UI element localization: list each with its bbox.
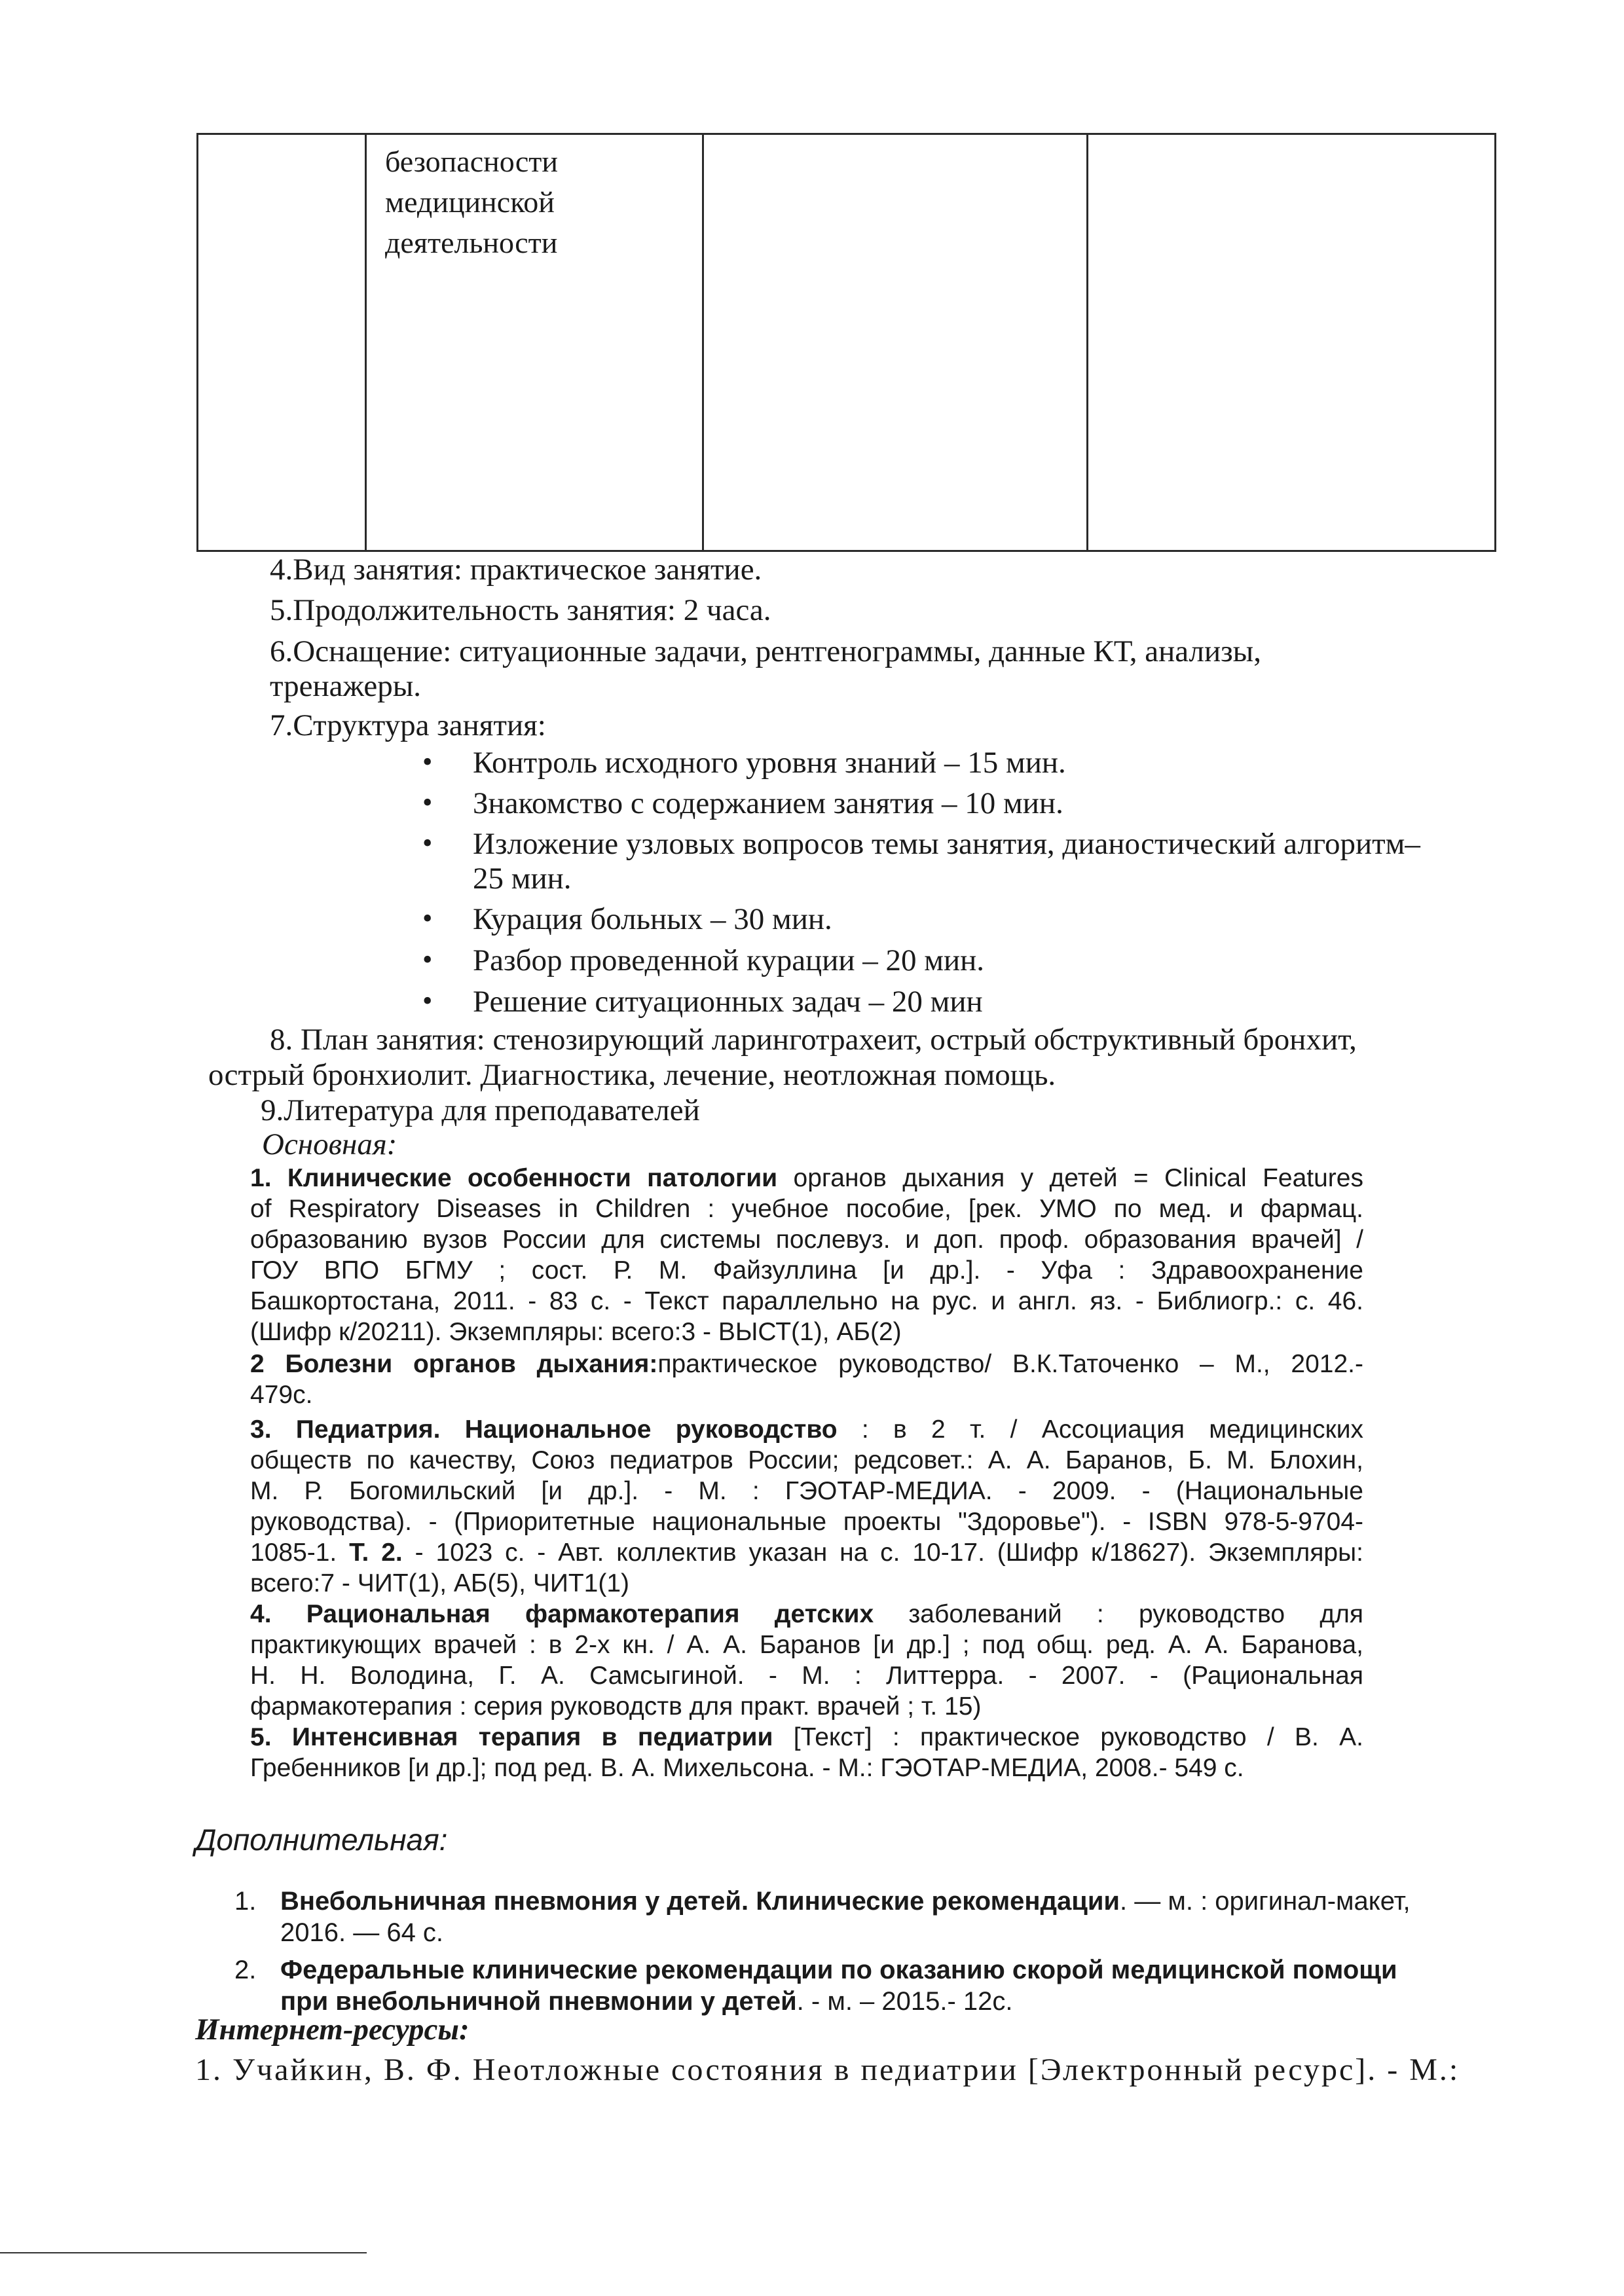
additional-item-1 <box>234 1886 1459 1948</box>
reference-text: Н. Н. Володина, Г. А. Самсыгиной. - М. : Литтерра. - 2007. - (Рациональная <box>250 1662 1363 1690</box>
structure-item-continued: 25 мин. <box>473 862 572 896</box>
reference-text: заболеваний : руководство для <box>874 1600 1363 1628</box>
bullet-icon: • <box>422 902 433 934</box>
structure-item: Решение ситуационных задач – 20 мин <box>473 985 983 1019</box>
table <box>196 133 1496 552</box>
table-column-1 <box>198 135 367 550</box>
additional-item-title: Внебольничная пневмония у детей. Клинические рекомендации <box>280 1887 1120 1916</box>
list-number: 1. <box>234 1887 257 1916</box>
literature-title: 9.Литература для преподавателей <box>261 1093 700 1127</box>
reference-text: ГОУ ВПО БГМУ ; сост. Р. М. Файзуллина [и др.]. - Уфа : Здравоохранение <box>250 1256 1363 1285</box>
reference-3 <box>250 1414 1363 1599</box>
internet-resource-item: 1. Учайкин, В. Ф. Неотложные состояния в педиатрии [Электронный ресурс]. - М.: <box>195 2052 1460 2087</box>
structure-item: Знакомство с содержанием занятия – 10 мин. <box>473 786 1063 820</box>
reference-text: образованию вузов России для системы послевуз. и доп. проф. образования врачей] / <box>250 1226 1363 1254</box>
footer-divider <box>0 2252 367 2253</box>
reference-text: практическое руководство/ В.К.Таточенко – М., 2012.- <box>657 1350 1363 1378</box>
structure-item: Контроль исходного уровня знаний – 15 мин. <box>473 746 1066 780</box>
reference-text: фармакотерапия : серия руководств для практ. врачей ; т. 15) <box>250 1692 982 1721</box>
table-cell-line: медицинской <box>385 185 555 219</box>
bullet-icon: • <box>422 985 433 1017</box>
reference-5 <box>250 1722 1363 1783</box>
additional-literature-label: Дополнительная: <box>195 1823 448 1857</box>
reference-text: руководства). - (Приоритетные национальные проекты "Здоровье"). - ISBN 978-5-9704- <box>250 1508 1363 1536</box>
lesson-duration: 5.Продолжительность занятия: 2 часа. <box>270 593 771 627</box>
reference-title: 5. Интенсивная терапия в педиатрии <box>250 1723 773 1751</box>
reference-text: Башкортостана, 2011. - 83 с. - Текст параллельно на рус. и англ. яз. - Библиогр.: с. 46. <box>250 1287 1363 1315</box>
reference-text: всего:7 - ЧИТ(1), АБ(5), ЧИТ1(1) <box>250 1569 630 1597</box>
additional-item-text: . — м. : оригинал-макет, <box>1120 1887 1411 1916</box>
reference-text: М. Р. Богомильский [и др.]. - М. : ГЭОТАР-МЕДИА. - 2009. - (Национальные <box>250 1477 1363 1505</box>
reference-volume: Т. 2. <box>349 1539 403 1567</box>
lesson-equipment-line-2: тренажеры. <box>270 669 422 703</box>
reference-text: [Текст] : практическое руководство / В. А. <box>773 1723 1363 1751</box>
lesson-plan-line-2: острый бронхиолит. Диагностика, лечение, неотложная помощь. <box>208 1058 1056 1092</box>
reference-text: : в 2 т. / Ассоциация медицинских <box>837 1415 1363 1444</box>
bullet-icon: • <box>422 786 433 818</box>
reference-text: практикующих врачей : в 2-х кн. / А. А. Баранов [и др.] ; под общ. ред. А. А. Баранова, <box>250 1631 1363 1659</box>
additional-item-text: . - м. – 2015.- 12с. <box>796 1987 1013 2016</box>
bullet-icon: • <box>422 943 433 975</box>
table-cell-line: деятельности <box>385 226 558 259</box>
additional-item-text: 2016. — 64 с. <box>280 1918 444 1947</box>
reference-title: 2 Болезни органов дыхания: <box>250 1350 658 1378</box>
additional-item-2 <box>234 1954 1459 2017</box>
reference-1 <box>250 1163 1363 1347</box>
reference-title: 1. Клинические особенности патологии <box>250 1164 778 1192</box>
reference-text: обществ по качеству, Союз педиатров России; редсовет.: А. А. Баранов, Б. М. Блохин, <box>250 1446 1363 1474</box>
lesson-equipment-line-1: 6.Оснащение: ситуационные задачи, рентгенограммы, данные КТ, анализы, <box>270 634 1262 668</box>
table-cell-line: безопасности <box>385 145 559 178</box>
lesson-structure-title: 7.Структура занятия: <box>270 708 546 742</box>
main-literature-label: Основная: <box>262 1127 397 1161</box>
lesson-plan-line-1: 8. План занятия: стенозирующий ларинготрахеит, острый обструктивный бронхит, <box>270 1023 1357 1057</box>
reference-text: (Шифр к/20211). Экземпляры: всего:3 - ВЫСТ(1), АБ(2) <box>250 1318 902 1346</box>
structure-item: Курация больных – 30 мин. <box>473 902 832 936</box>
list-number: 2. <box>234 1956 257 1984</box>
reference-title: 4. Рациональная фармакотерапия детских <box>250 1600 874 1628</box>
table-column-3 <box>704 135 1088 550</box>
reference-title: 3. Педиатрия. Национальное руководство <box>250 1415 838 1444</box>
additional-item-title: при внебольничной пневмонии у детей <box>280 1987 797 2016</box>
bullet-icon: • <box>422 827 433 859</box>
reference-text: 479с. <box>250 1381 313 1409</box>
structure-item: Изложение узловых вопросов темы занятия, дианостический алгоритм– <box>473 827 1420 861</box>
table-cell-text <box>385 141 558 263</box>
bullet-icon: • <box>422 746 433 778</box>
structure-item: Разбор проведенной курации – 20 мин. <box>473 943 985 977</box>
internet-resources-label: Интернет-ресурсы: <box>195 2013 470 2047</box>
reference-text: - 1023 с. - Авт. коллектив указан на с. 10-17. (Шифр к/18627). Экземпляры: <box>402 1539 1363 1567</box>
reference-text: Гребенников [и др.]; под ред. В. А. Михельсона. - М.: ГЭОТАР-МЕДИА, 2008.- 549 с. <box>250 1754 1244 1782</box>
reference-4 <box>250 1599 1363 1722</box>
additional-item-title: Федеральные клинические рекомендации по оказанию скорой медицинской помощи <box>280 1956 1397 1984</box>
reference-2 <box>250 1349 1363 1410</box>
reference-text: 1085-1. <box>250 1539 350 1567</box>
reference-text: органов дыхания у детей = Clinical Features <box>777 1164 1363 1192</box>
reference-text: of Respiratory Diseases in Children : учебное пособие, [рек. УМО по мед. и фармац. <box>250 1195 1363 1223</box>
lesson-type: 4.Вид занятия: практическое занятие. <box>270 553 762 587</box>
